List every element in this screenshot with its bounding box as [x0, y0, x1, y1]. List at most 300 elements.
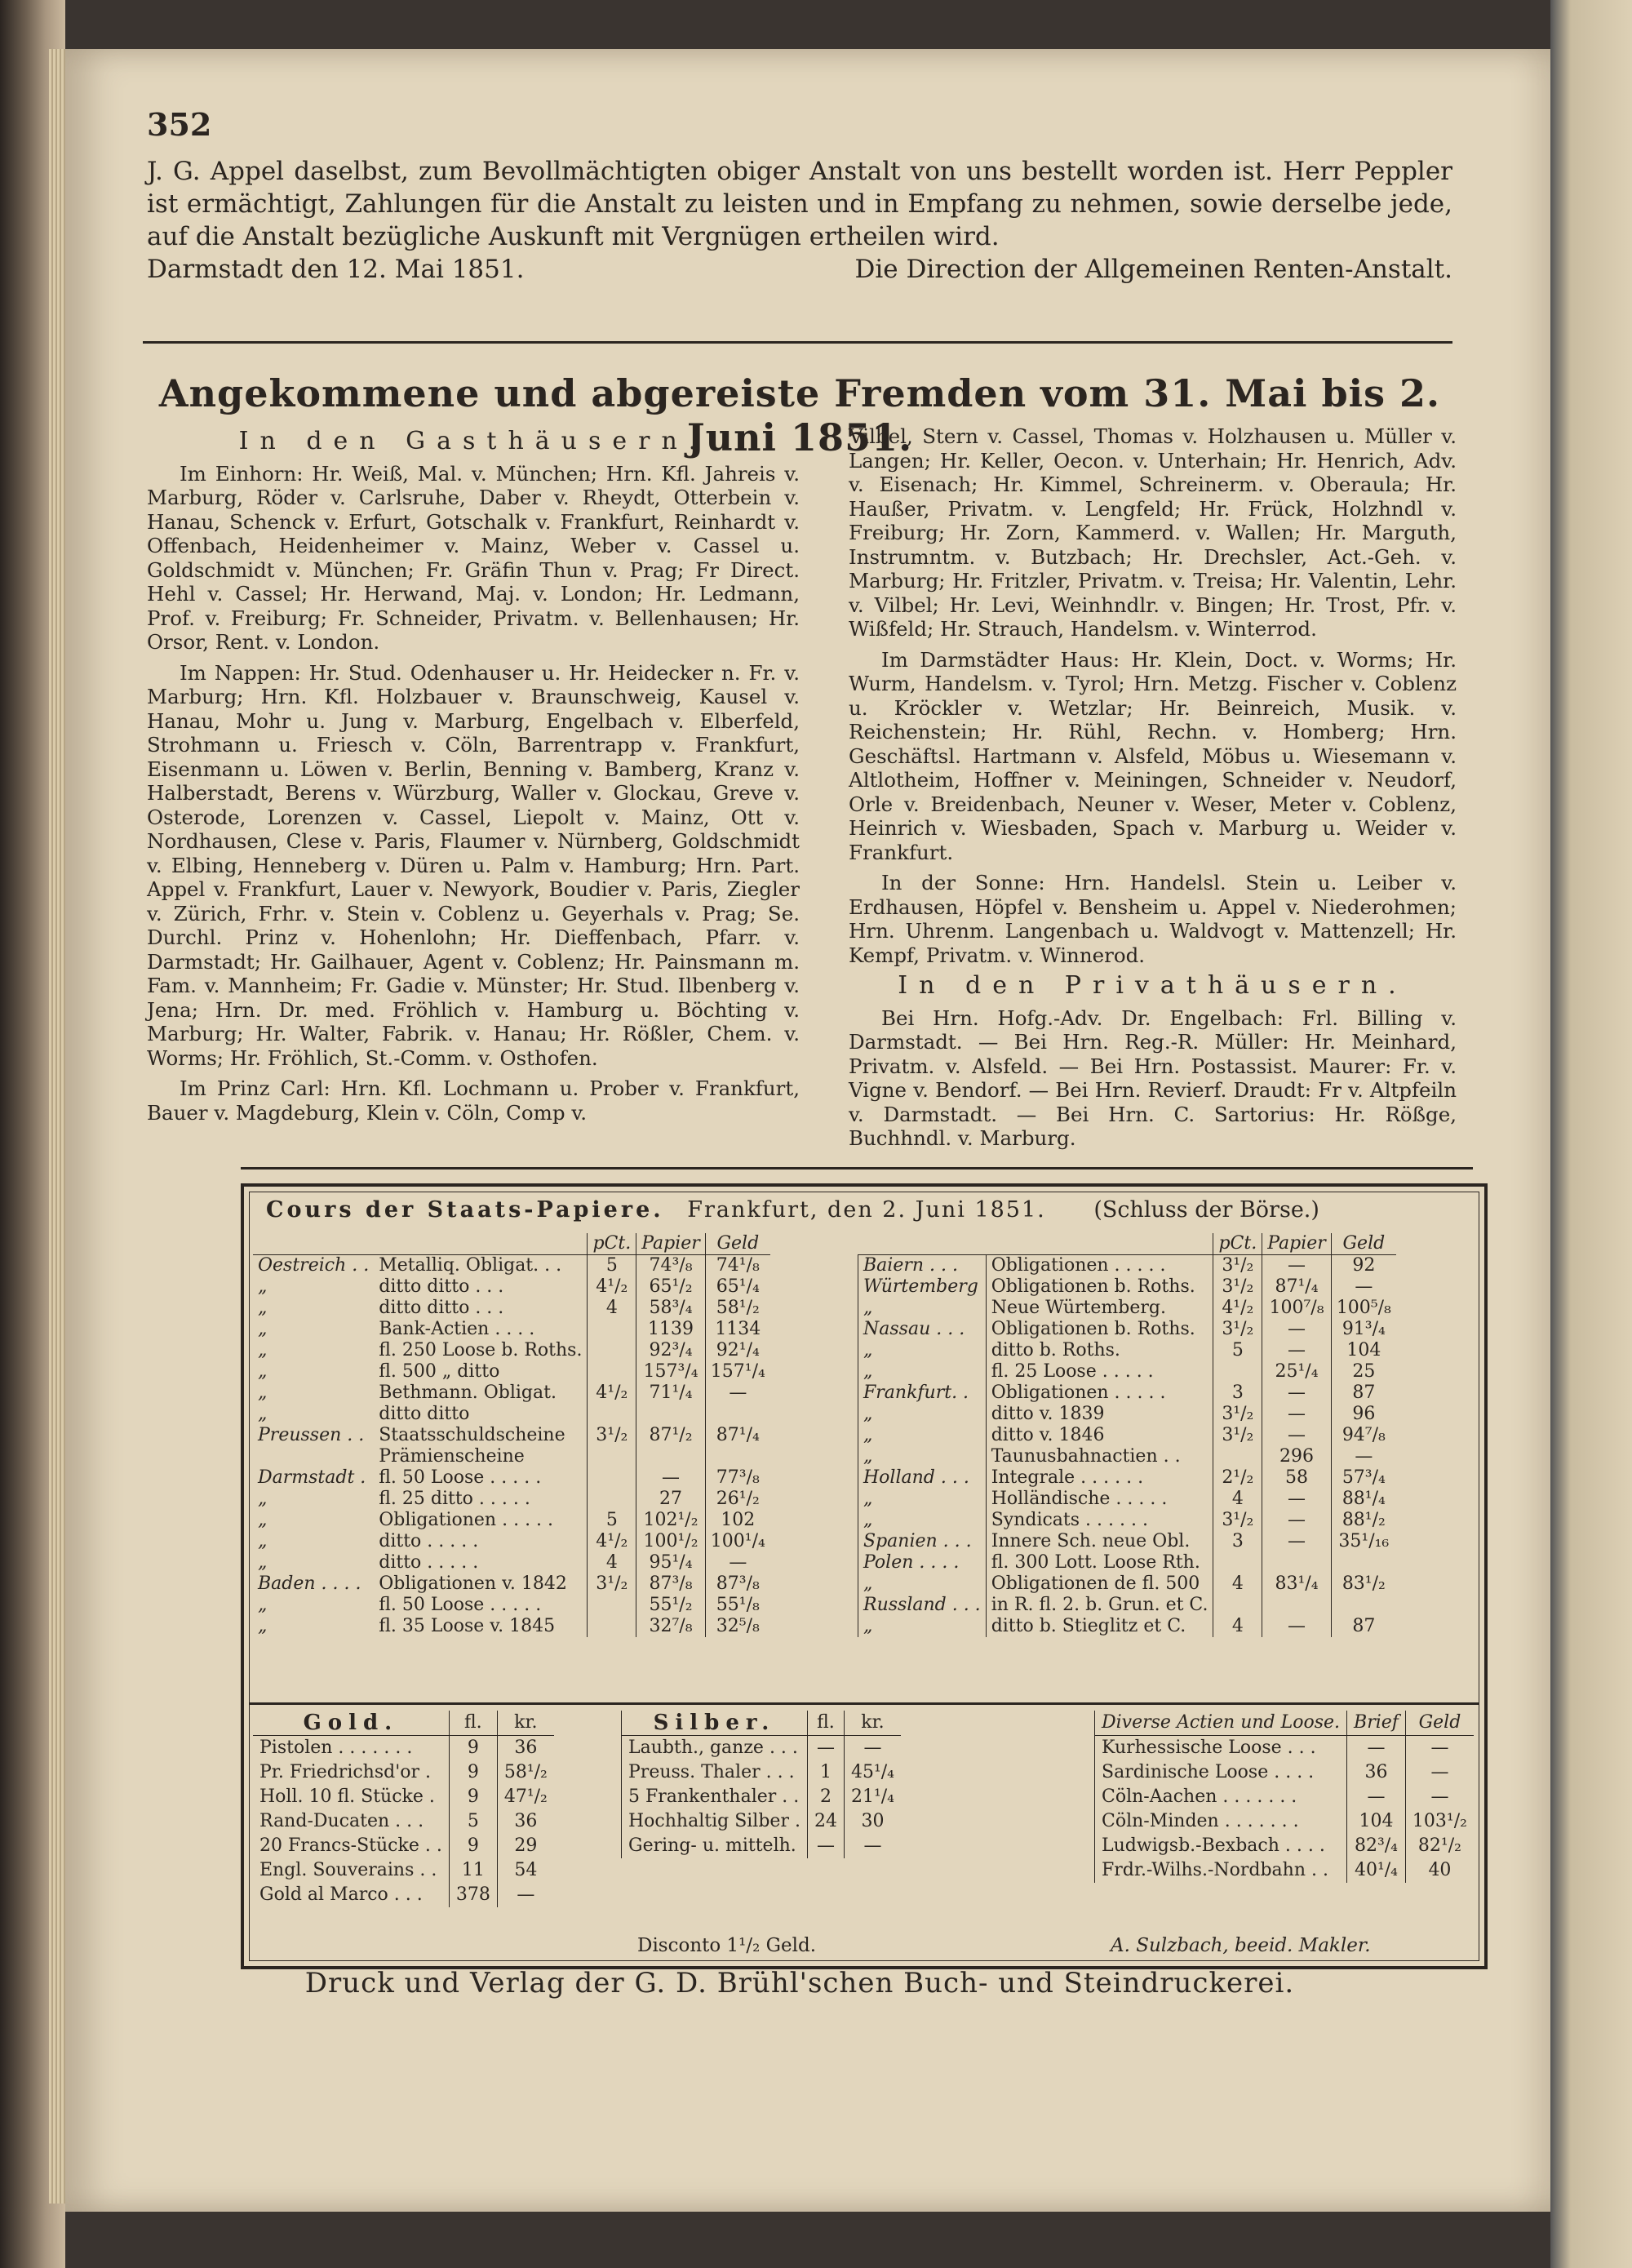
- table-cell: 40¹/₄: [1347, 1858, 1406, 1883]
- cours-table-left: [253, 1233, 770, 1637]
- table-row: [253, 1809, 554, 1834]
- table-cell: 58: [1262, 1467, 1332, 1489]
- gold-header-fl: fl.: [449, 1711, 497, 1736]
- table-cell: —: [1262, 1255, 1332, 1277]
- table-cell: Integrale . . . . . .: [986, 1467, 1213, 1489]
- table-cell: —: [1262, 1489, 1332, 1510]
- cours-right-header-row: [858, 1233, 1396, 1255]
- table-cell: [636, 1446, 706, 1467]
- table-row: [253, 1361, 770, 1383]
- table-cell: —: [844, 1834, 901, 1858]
- table-cell: Holl. 10 fl. Stücke .: [259, 1786, 435, 1807]
- right-column: [849, 424, 1457, 1157]
- table-cell: [1213, 1446, 1262, 1467]
- table-cell: 296: [1262, 1446, 1332, 1467]
- table-row: [858, 1489, 1396, 1510]
- privathaeuser-paragraph: Bei Hrn. Hofg.-Adv. Dr. Engelbach: Frl. Billing v. Darmstadt. — Bei Hrn. Reg.-R. Müller: Hr. Meinhard, Privatm. v. Alsfeld. — Bei Hrn. Postassist. Maurer: Fr. v. Vigne v. Bendorf. — Bei Hrn. Revierf. Draudt: Fr v. Altpfeiln v. Darmstadt. — Bei Hrn. C. Sartorius: Hr. Rößge, Buchhndl. v. Marburg.: [849, 1005, 1457, 1150]
- table-cell: [636, 1404, 706, 1425]
- table-cell: fl. 50 Loose . . . . .: [379, 1467, 542, 1488]
- silber-title: Silber.: [622, 1711, 808, 1736]
- diverse-title: Diverse Actien und Loose.: [1095, 1711, 1347, 1736]
- table-cell: 4: [1213, 1573, 1262, 1595]
- table-cell: „: [258, 1276, 268, 1297]
- table-cell: 157¹/₄: [705, 1361, 770, 1383]
- table-cell: ditto ditto . . .: [379, 1298, 504, 1318]
- table-cell: Obligationen b. Roths.: [986, 1319, 1213, 1340]
- table-cell: —: [636, 1467, 706, 1489]
- table-row: [1095, 1858, 1474, 1883]
- table-cell: Sardinische Loose . . . .: [1095, 1760, 1347, 1785]
- table-cell: Russland . . .: [858, 1595, 987, 1616]
- table-cell: Prämienscheine: [379, 1446, 525, 1467]
- table-cell: 100⁵/₈: [1331, 1298, 1396, 1319]
- table-cell: Laubth., ganze . . .: [622, 1736, 808, 1761]
- table-cell: [588, 1467, 636, 1489]
- table-cell: Würtemberg: [858, 1276, 987, 1298]
- left-subhead: In den Gasthäusern.: [238, 427, 708, 455]
- table-row: [253, 1552, 770, 1573]
- table-row: [622, 1809, 902, 1834]
- table-cell: —: [1262, 1383, 1332, 1404]
- table-cell: Baiern . . .: [858, 1255, 987, 1277]
- table-cell: [705, 1404, 770, 1425]
- table-cell: 21¹/₄: [844, 1785, 901, 1809]
- cours-title-note: (Schluss der Börse.): [1093, 1197, 1319, 1223]
- table-row: [858, 1467, 1396, 1489]
- table-cell: „: [858, 1404, 987, 1425]
- table-cell: 3¹/₂: [1213, 1425, 1262, 1446]
- silber-table: [621, 1711, 901, 1858]
- table-cell: 2: [807, 1785, 844, 1809]
- diverse-header-row: [1095, 1711, 1474, 1736]
- table-cell: fl. 300 Lott. Loose Rth.: [986, 1552, 1213, 1573]
- intro-notice: [147, 155, 1452, 286]
- table-row: [253, 1573, 770, 1595]
- table-cell: „: [258, 1531, 268, 1551]
- table-cell: Neue Würtemberg.: [986, 1298, 1213, 1319]
- header-blank: [858, 1233, 987, 1255]
- table-cell: [1331, 1595, 1396, 1616]
- table-cell: 157³/₄: [636, 1361, 706, 1383]
- table-cell: ditto ditto . . .: [379, 1276, 504, 1297]
- table-cell: fl. 250 Loose b. Roths.: [379, 1340, 583, 1360]
- table-cell: ditto v. 1846: [986, 1425, 1213, 1446]
- table-cell: 71¹/₄: [636, 1383, 706, 1404]
- table-cell: 95¹/₄: [636, 1552, 706, 1573]
- cours-right-body: [858, 1255, 1396, 1638]
- table-cell: [588, 1616, 636, 1637]
- table-row: [253, 1834, 554, 1858]
- table-cell: —: [1262, 1510, 1332, 1531]
- table-row: [253, 1404, 770, 1425]
- table-cell: „: [258, 1361, 268, 1382]
- table-row: [858, 1616, 1396, 1637]
- table-cell: 87¹/₄: [705, 1425, 770, 1446]
- table-row: [858, 1446, 1396, 1467]
- table-cell: Baden . . . .: [258, 1573, 361, 1594]
- table-cell: „: [258, 1552, 268, 1573]
- table-cell: 4¹/₂: [1213, 1298, 1262, 1319]
- table-row: [622, 1785, 902, 1809]
- table-row: [253, 1383, 770, 1404]
- table-cell: Obligationen de fl. 500: [986, 1573, 1213, 1595]
- table-cell: —: [807, 1834, 844, 1858]
- table-cell: 94⁷/₈: [1331, 1425, 1396, 1446]
- table-row: [858, 1573, 1396, 1595]
- table-row: [622, 1736, 902, 1761]
- makler-note: A. Sulzbach, beeid. Makler.: [1111, 1935, 1371, 1956]
- table-cell: 3¹/₂: [1213, 1319, 1262, 1340]
- page-heading: Angekommene und abgereiste Fremden vom 31. Mai bis 2. Juni 1851.: [158, 371, 1441, 459]
- table-cell: —: [1347, 1736, 1406, 1761]
- table-cell: 40: [1405, 1858, 1474, 1883]
- table-cell: „: [258, 1595, 268, 1615]
- cours-title: [266, 1197, 1319, 1223]
- table-cell: [1331, 1552, 1396, 1573]
- table-cell: Preuss. Thaler . . .: [622, 1760, 808, 1785]
- table-row: [253, 1298, 770, 1319]
- table-cell: Rand-Ducaten . . .: [259, 1811, 424, 1831]
- table-cell: 82¹/₂: [1405, 1834, 1474, 1858]
- header-papier: Papier: [1262, 1233, 1332, 1255]
- table-row: [253, 1883, 554, 1907]
- table-cell: 4: [588, 1552, 636, 1573]
- table-row: [858, 1319, 1396, 1340]
- table-cell: 88¹/₂: [1331, 1510, 1396, 1531]
- table-cell: „: [258, 1298, 268, 1318]
- table-row: [858, 1298, 1396, 1319]
- table-cell: 25¹/₄: [1262, 1361, 1332, 1383]
- diverse-body: [1095, 1736, 1474, 1884]
- table-row: [253, 1489, 770, 1510]
- table-cell: „: [258, 1404, 268, 1424]
- gold-body: [253, 1736, 554, 1908]
- table-cell: 3¹/₂: [1213, 1255, 1262, 1277]
- table-cell: 58³/₄: [636, 1298, 706, 1319]
- table-cell: 92: [1331, 1255, 1396, 1277]
- table-cell: Gering- u. mittelh.: [622, 1834, 808, 1858]
- table-row: [253, 1595, 770, 1616]
- prinz-carl-paragraph: Im Prinz Carl: Hrn. Kfl. Lochmann u. Prober v. Frankfurt, Bauer v. Magdeburg, Klein v. Cöln, Comp v.: [147, 1076, 800, 1125]
- table-cell: Obligationen v. 1842: [379, 1573, 567, 1594]
- table-cell: —: [1405, 1760, 1474, 1785]
- table-cell: [588, 1340, 636, 1361]
- table-cell: 55¹/₂: [636, 1595, 706, 1616]
- header-blank: [986, 1233, 1213, 1255]
- table-cell: 96: [1331, 1404, 1396, 1425]
- gold-table: [253, 1711, 554, 1907]
- table-cell: „: [858, 1446, 987, 1467]
- table-cell: 9: [449, 1760, 497, 1785]
- table-cell: 5: [588, 1510, 636, 1531]
- table-cell: „: [858, 1425, 987, 1446]
- table-cell: [253, 1446, 374, 1467]
- table-cell: ditto . . . . .: [379, 1552, 479, 1573]
- table-cell: [588, 1446, 636, 1467]
- table-row: [1095, 1809, 1474, 1834]
- table-cell: 88¹/₄: [1331, 1489, 1396, 1510]
- table-cell: in R. fl. 2. b. Grun. et C.: [986, 1595, 1213, 1616]
- table-cell: 3: [1213, 1383, 1262, 1404]
- table-cell: Pr. Friedrichsd'or .: [259, 1762, 432, 1782]
- table-cell: 5 Frankenthaler . .: [622, 1785, 808, 1809]
- right-subhead: In den Privathäusern.: [898, 971, 1408, 1000]
- table-cell: 24: [807, 1809, 844, 1834]
- exchange-tables: [241, 1183, 1488, 1969]
- table-cell: 4: [1213, 1489, 1262, 1510]
- table-row: [253, 1760, 554, 1785]
- table-cell: —: [1262, 1319, 1332, 1340]
- table-row: [253, 1276, 770, 1298]
- printer-imprint: Druck und Verlag der G. D. Brühl'schen Buch- und Steindruckerei.: [304, 1967, 1295, 1999]
- table-cell: 11: [449, 1858, 497, 1883]
- diverse-header-brief: Brief: [1347, 1711, 1406, 1736]
- table-row: [253, 1319, 770, 1340]
- silber-body: [622, 1736, 902, 1859]
- intro-signline: [147, 253, 1452, 286]
- table-cell: Oestreich . .: [258, 1255, 370, 1276]
- table-cell: „: [258, 1489, 268, 1509]
- table-cell: Bethmann. Obligat.: [379, 1383, 557, 1403]
- table-cell: fl. 25 Loose . . . . .: [986, 1361, 1213, 1383]
- table-cell: [588, 1361, 636, 1383]
- table-cell: fl. 500 „ ditto: [379, 1361, 500, 1382]
- table-cell: Pistolen . . . . . . .: [259, 1738, 413, 1758]
- table-cell: 3¹/₂: [588, 1425, 636, 1446]
- table-cell: „: [858, 1510, 987, 1531]
- table-cell: 104: [1347, 1809, 1406, 1834]
- table-cell: 77³/₈: [705, 1467, 770, 1489]
- table-cell: Bank-Actien . . . .: [379, 1319, 535, 1339]
- table-cell: —: [1262, 1340, 1332, 1361]
- table-cell: Nassau . . .: [858, 1319, 987, 1340]
- table-cell: Polen . . . .: [858, 1552, 987, 1573]
- table-cell: 1139: [636, 1319, 706, 1340]
- table-cell: 1134: [705, 1319, 770, 1340]
- table-row: [1095, 1785, 1474, 1809]
- table-cell: Taunusbahnactien . .: [986, 1446, 1213, 1467]
- gold-header-row: [253, 1711, 554, 1736]
- gold-header-kr: kr.: [497, 1711, 554, 1736]
- table-cell: [1262, 1595, 1332, 1616]
- table-cell: —: [1405, 1785, 1474, 1809]
- table-cell: —: [1331, 1446, 1396, 1467]
- table-cell: 74¹/₈: [705, 1255, 770, 1277]
- table-row: [253, 1785, 554, 1809]
- table-cell: „: [858, 1573, 987, 1595]
- header-geld: Geld: [1331, 1233, 1396, 1255]
- table-cell: 102: [705, 1510, 770, 1531]
- table-row: [1095, 1834, 1474, 1858]
- table-cell: 65¹/₂: [636, 1276, 706, 1298]
- table-cell: 30: [844, 1809, 901, 1834]
- table-cell: [1213, 1595, 1262, 1616]
- table-cell: 32⁷/₈: [636, 1616, 706, 1637]
- table-cell: Frdr.-Wilhs.-Nordbahn . .: [1095, 1858, 1347, 1883]
- table-row: [1095, 1736, 1474, 1761]
- table-cell: Metalliq. Obligat. . .: [379, 1255, 562, 1276]
- table-cell: —: [705, 1552, 770, 1573]
- table-cell: 35¹/₁₆: [1331, 1531, 1396, 1552]
- table-cell: 65¹/₄: [705, 1276, 770, 1298]
- table-cell: [588, 1595, 636, 1616]
- table-cell: —: [1262, 1531, 1332, 1552]
- table-cell: „: [258, 1340, 268, 1360]
- table-cell: 58¹/₂: [497, 1760, 554, 1785]
- table-cell: 1: [807, 1760, 844, 1785]
- table-cell: 87: [1331, 1616, 1396, 1637]
- table-row: [253, 1531, 770, 1552]
- table-cell: 9: [449, 1785, 497, 1809]
- intro-signature: Die Direction der Allgemeinen Renten-Anstalt.: [854, 255, 1452, 284]
- table-row: [858, 1510, 1396, 1531]
- intro-date: Darmstadt den 12. Mai 1851.: [147, 255, 525, 284]
- table-cell: „: [258, 1383, 268, 1403]
- table-row: [253, 1340, 770, 1361]
- table-cell: ditto . . . . .: [379, 1531, 479, 1551]
- table-cell: 82³/₄: [1347, 1834, 1406, 1858]
- table-cell: [588, 1489, 636, 1510]
- table-cell: Cöln-Aachen . . . . . . .: [1095, 1785, 1347, 1809]
- table-cell: Obligationen . . . . .: [986, 1383, 1213, 1404]
- table-row: [858, 1425, 1396, 1446]
- table-cell: —: [705, 1383, 770, 1404]
- table-cell: 91³/₄: [1331, 1319, 1396, 1340]
- table-row: [858, 1552, 1396, 1573]
- table-cell: —: [1331, 1276, 1396, 1298]
- cours-left-body: [253, 1255, 770, 1638]
- table-cell: 5: [1213, 1340, 1262, 1361]
- nappen-paragraph: Im Nappen: Hr. Stud. Odenhauser u. Hr. Heidecker n. Fr. v. Marburg; Hrn. Kfl. Holzbauer v. Braunschweig, Kausel v. Hanau, Mohr u. Jung v. Marburg, Engelbach v. Elberfeld, Strohmann u. Friesch v. Cöln, Barrentrapp v. Frankfurt, Eisenmann u. Löwen v. Berlin, Benning v. Bamberg, Kranz v. Halberstadt, Berens v. Würzburg, Waller v. Glockau, Greve v. Osterode, Lorenzen v. Cassel, Liepolt v. Mainz, Ott v. Nordhausen, Clese v. Paris, Flaumer v. Nürnberg, Goldschmidt v. Elbing, Henneberg v. Düren u. Palm v. Hamburg; Hrn. Part. Appel v. Frankfurt, Lauer v. Newyork, Boudier v. Paris, Ziegler v. Zürich, Frhr. v. Stein v. Coblenz u. Geyerhals v. Prag; Se. Durchl. Prinz v. Hohenlohn; Hr. Dieffenbach, Pfarr. v. Darmstadt; Hr. Gailhauer, Agent v. Coblenz; Hr. Painsmann m. Fam. v. Mannheim; Fr. Gadie v. Münster; Hr. Stud. Ilbenberg v. Jena; Hrn. Dr. med. Fröhlich v. Hamburg u. Böchting v. Marburg; Hr. Walter, Fabrik. v. Hanau; Hr. Rößler, Chem. v. Worms; Hr. Fröhlich, St.-Comm. v. Osthofen.: [147, 660, 800, 1070]
- table-cell: Innere Sch. neue Obl.: [986, 1531, 1213, 1552]
- table-cell: 3¹/₂: [588, 1573, 636, 1595]
- table-cell: 36: [1347, 1760, 1406, 1785]
- gold-title: Gold.: [253, 1711, 449, 1736]
- table-cell: 4¹/₂: [588, 1531, 636, 1552]
- table-cell: Obligationen . . . . .: [986, 1255, 1213, 1277]
- table-cell: Darmstadt .: [258, 1467, 366, 1488]
- table-cell: 100¹/₄: [705, 1531, 770, 1552]
- table-cell: 4¹/₂: [588, 1383, 636, 1404]
- table-cell: 92³/₄: [636, 1340, 706, 1361]
- table-cell: Staatsschuldscheine: [379, 1425, 565, 1445]
- table-cell: —: [1405, 1736, 1474, 1761]
- table-cell: 5: [588, 1255, 636, 1277]
- table-cell: Preussen . .: [258, 1425, 365, 1445]
- table-cell: 378: [449, 1883, 497, 1907]
- table-cell: 92¹/₄: [705, 1340, 770, 1361]
- silber-header-kr: kr.: [844, 1711, 901, 1736]
- table-cell: fl. 25 ditto . . . . .: [379, 1489, 530, 1509]
- table-cell: Gold al Marco . . .: [259, 1884, 423, 1905]
- table-cell: 3: [1213, 1531, 1262, 1552]
- table-cell: 83¹/₄: [1262, 1573, 1332, 1595]
- table-cell: —: [1262, 1425, 1332, 1446]
- table-cell: 87³/₈: [636, 1573, 706, 1595]
- diverse-header-geld: Geld: [1405, 1711, 1474, 1736]
- table-cell: 47¹/₂: [497, 1785, 554, 1809]
- table-cell: Syndicats . . . . . .: [986, 1510, 1213, 1531]
- table-cell: 4¹/₂: [588, 1276, 636, 1298]
- table-cell: 26¹/₂: [705, 1489, 770, 1510]
- table-cell: 103¹/₂: [1405, 1809, 1474, 1834]
- table-cell: 4: [1213, 1616, 1262, 1637]
- table-cell: 74³/₈: [636, 1255, 706, 1277]
- table-row: [858, 1404, 1396, 1425]
- table-cell: 87: [1331, 1383, 1396, 1404]
- table-cell: Kurhessische Loose . . .: [1095, 1736, 1347, 1761]
- table-row: [253, 1255, 770, 1277]
- table-cell: 3¹/₂: [1213, 1510, 1262, 1531]
- table-cell: —: [1262, 1404, 1332, 1425]
- table-cell: „: [258, 1510, 268, 1530]
- diverse-table: [1094, 1711, 1474, 1883]
- table-cell: Engl. Souverains . .: [259, 1860, 437, 1880]
- table-cell: 27: [636, 1489, 706, 1510]
- header-papier: Papier: [636, 1233, 706, 1255]
- left-column: [147, 424, 800, 1131]
- table-cell: 5: [449, 1809, 497, 1834]
- table-cell: [1213, 1552, 1262, 1573]
- table-cell: 9: [449, 1736, 497, 1761]
- table-cell: 102¹/₂: [636, 1510, 706, 1531]
- table-row: [858, 1340, 1396, 1361]
- table-cell: 25: [1331, 1361, 1396, 1383]
- table-cell: 32⁵/₈: [705, 1616, 770, 1637]
- table-cell: —: [844, 1736, 901, 1761]
- table-row: [253, 1467, 770, 1489]
- tables-mid-rule: [250, 1702, 1479, 1705]
- table-cell: Holland . . .: [858, 1467, 987, 1489]
- table-cell: 87³/₈: [705, 1573, 770, 1595]
- table-row: [858, 1595, 1396, 1616]
- table-cell: fl. 35 Loose v. 1845: [379, 1616, 556, 1636]
- table-top-rule: [241, 1167, 1473, 1170]
- table-row: [253, 1736, 554, 1761]
- tables-inner-frame: [249, 1192, 1479, 1961]
- table-row: [253, 1510, 770, 1531]
- table-row: [858, 1276, 1396, 1298]
- silber-header-row: [622, 1711, 902, 1736]
- table-row: [253, 1858, 554, 1883]
- table-cell: Cöln-Minden . . . . . . .: [1095, 1809, 1347, 1834]
- table-cell: „: [858, 1616, 987, 1637]
- table-cell: ditto v. 1839: [986, 1404, 1213, 1425]
- table-row: [622, 1834, 902, 1858]
- continued-paragraph: Vilbel, Stern v. Cassel, Thomas v. Holzhausen u. Müller v. Langen; Hr. Keller, Oecon. v. Unterhain; Hr. Henrich, Adv. v. Eisenach; Hr. Kimmel, Schreinerm. v. Oberaula; Hr. Haußer, Privatm. v. Lengfeld; Hr. Frück, Holzhndl v. Freiburg; Hr. Zorn, Kammerd. v. Wallen; Hr. Marguth, Instrumntm. v. Butzbach; Hr. Drechsler, Act.-Geh. v. Marburg; Hr. Fritzler, Privatm. v. Treisa; Hr. Valentin, Lehr. v. Vilbel; Hr. Levi, Weinhndlr. v. Bingen; Hr. Trost, Pfr. v. Wißfeld; Hr. Strauch, Handelsm. v. Winterrod.: [849, 424, 1457, 641]
- table-cell: Ludwigsb.-Bexbach . . . .: [1095, 1834, 1347, 1858]
- table-cell: ditto ditto: [379, 1404, 470, 1424]
- table-cell: „: [858, 1340, 987, 1361]
- table-cell: Spanien . . .: [858, 1531, 987, 1552]
- einhorn-paragraph: Im Einhorn: Hr. Weiß, Mal. v. München; Hrn. Kfl. Jahreis v. Marburg, Röder v. Carlsruhe, Daber v. Rheydt, Otterbein v. Hanau, Schenck v. Erfurt, Gotschalk v. Frankfurt, Reinhardt v. Offenbach, Heidenheimer v. Mainz, Weber v. Cassel u. Goldschmidt v. München; Fr. Gräfin Thun v. Prag; Fr Direct. Hehl v. Cassel; Hr. Herwand, Maj. v. London; Hr. Ledmann, Prof. v. Freiburg; Fr. Schneider, Privatm. v. Bellenhausen; Hr. Orsor, Rent. v. London.: [147, 461, 800, 654]
- table-row: [622, 1760, 902, 1785]
- table-row: [253, 1616, 770, 1637]
- sonne-paragraph: In der Sonne: Hrn. Handelsl. Stein u. Leiber v. Erdhausen, Höpfel v. Bensheim u. Appel v. Niederohmen; Hrn. Uhrenm. Langenbach u. Waldvogt v. Mattenzell; Hr. Kempf, Privatm. v. Winnerod.: [849, 871, 1457, 967]
- table-cell: —: [1347, 1785, 1406, 1809]
- table-cell: „: [258, 1616, 268, 1636]
- intro-text: J. G. Appel daselbst, zum Bevollmächtigten obiger Anstalt von uns bestellt worden ist. Herr Peppler ist ermächtigt, Zahlungen für die Anstalt zu leisten und in Empfang zu nehmen, sowie derselbe jede, auf die Anstalt bezügliche Auskunft mit Vergnügen ertheilen wird.: [147, 157, 1452, 251]
- header-pct: pCt.: [1213, 1233, 1262, 1255]
- cours-left-header-row: [253, 1233, 770, 1255]
- table-cell: —: [1262, 1616, 1332, 1637]
- table-cell: „: [858, 1489, 987, 1510]
- table-cell: 83¹/₂: [1331, 1573, 1396, 1595]
- table-cell: 4: [588, 1298, 636, 1319]
- table-cell: —: [497, 1883, 554, 1907]
- cours-title-place-date: Frankfurt, den 2. Juni 1851.: [687, 1197, 1046, 1223]
- darmstaedter-haus-paragraph: Im Darmstädter Haus: Hr. Klein, Doct. v. Worms; Hr. Wurm, Handelsm. v. Tyrol; Hrn. Metzg. Fischer v. Coblenz u. Kröckler v. Wetzlar; Hr. Beinreich, Musik. v. Reichenstein; Hr. Rühl, Rechn. v. Homberg; Hrn. Geschäftsl. Hartmann v. Alsfeld, Möbus u. Wiesemann v. Altlotheim, Hoffner v. Meiningen, Schneider v. Neudorf, Orle v. Breidenbach, Neuner v. Weser, Meter v. Coblenz, Heinrich v. Wiesbaden, Spach v. Marburg u. Weider v. Frankfurt.: [849, 647, 1457, 864]
